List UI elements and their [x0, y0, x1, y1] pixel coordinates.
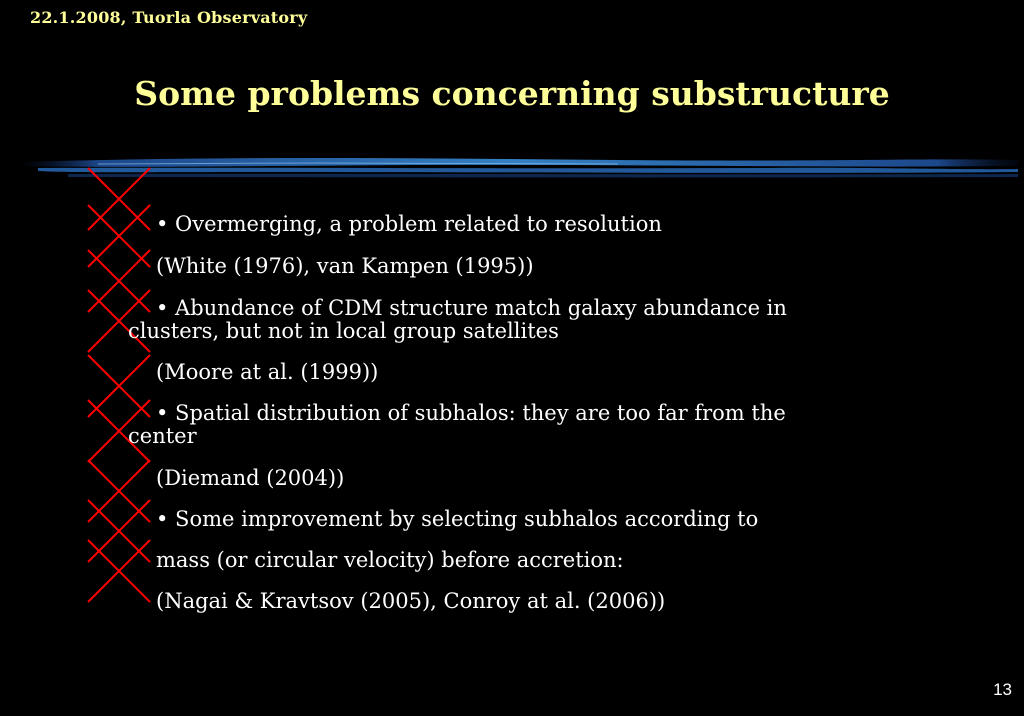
- bullet-spatial-distribution: • Spatial distribution of subhalos: they are too far from the: [156, 401, 786, 425]
- bullet-improvement: • Some improvement by selecting subhalos according to: [156, 507, 759, 531]
- bullet-improvement-continued: mass (or circular velocity) before accretion:: [156, 548, 624, 572]
- slide-title: Some problems concerning substructure: [134, 74, 890, 113]
- red-cross-hatch-decoration-icon: [78, 160, 158, 610]
- citation-white-van-kampen: (White (1976), van Kampen (1995)): [156, 254, 534, 278]
- header-date-location: 22.1.2008, Tuorla Observatory: [30, 8, 308, 27]
- bullet-abundance-continued: clusters, but not in local group satellites: [128, 319, 559, 343]
- citation-diemand: (Diemand (2004)): [156, 466, 345, 490]
- bullet-spatial-distribution-continued: center: [128, 424, 197, 448]
- divider-brushstroke-icon: [18, 150, 1018, 186]
- page-number: 13: [993, 680, 1012, 699]
- citation-nagai-conroy: (Nagai & Kravtsov (2005), Conroy at al. (2006)): [156, 589, 666, 613]
- citation-moore: (Moore at al. (1999)): [156, 360, 379, 384]
- bullet-overmerging: • Overmerging, a problem related to resolution: [156, 212, 662, 236]
- bullet-abundance: • Abundance of CDM structure match galaxy abundance in: [156, 296, 787, 320]
